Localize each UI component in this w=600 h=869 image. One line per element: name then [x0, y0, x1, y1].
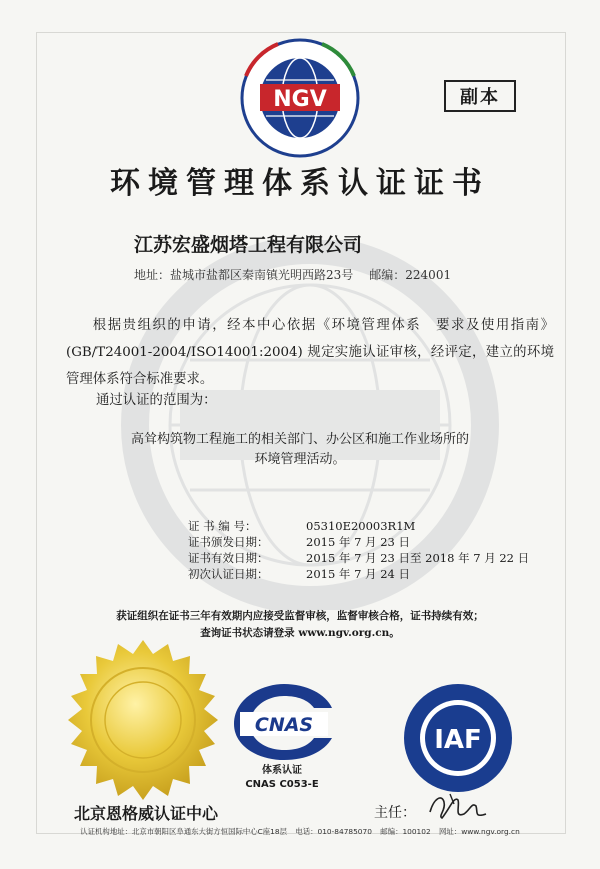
- info-value: 2015 年 7 月 23 日: [306, 535, 410, 549]
- footer-website: 网址：www.ngv.org.cn: [439, 827, 520, 836]
- organization-name: 江苏宏盛烟塔工程有限公司: [134, 234, 363, 256]
- svg-text:NGV: NGV: [273, 87, 327, 112]
- copy-stamp: 副本: [444, 80, 516, 112]
- info-row-number: [188, 518, 529, 534]
- scope-line: 高耸构筑物工程施工的相关部门、办公区和施工作业场所的: [130, 432, 469, 447]
- footer-info: [0, 826, 600, 837]
- cnas-caption-line: CNAS C053-E: [245, 779, 319, 790]
- statement-text: 根据贵组织的申请，经本中心依据《环境管理体系 要求及使用指南》(GB/T24001-2004/ISO14001:2004) 规定实施认证审核，经评定，建立的环境管理体系符合标准要求。: [66, 318, 554, 387]
- info-value: 05310E20003R1M: [306, 519, 416, 533]
- info-label: 证书有效日期：: [188, 551, 269, 565]
- iaf-logo-icon: [402, 682, 514, 794]
- info-row-valid-date: [188, 550, 529, 566]
- cnas-logo-icon: [222, 680, 342, 762]
- info-value: 2015 年 7 月 23 日至 2018 年 7 月 22 日: [306, 551, 530, 565]
- notice-line: 查询证书状态请登录 www.ngv.org.cn。: [200, 627, 400, 639]
- info-label: 初次认证日期：: [188, 567, 269, 581]
- scope-text: [0, 430, 600, 470]
- issuer-name: 北京恩格威认证中心: [74, 804, 219, 823]
- statement-paragraph: [66, 312, 554, 393]
- cnas-caption: [222, 764, 342, 792]
- scope-heading: 通过认证的范围为：: [96, 393, 217, 408]
- certificate-info: [188, 518, 529, 582]
- info-value: 2015 年 7 月 24 日: [306, 567, 410, 581]
- svg-text:CNAS: CNAS: [254, 714, 314, 736]
- organization-address: [134, 266, 451, 283]
- info-row-issue-date: [188, 534, 529, 550]
- certificate-title: 环境管理体系认证证书: [110, 166, 490, 201]
- footer-postcode: 邮编：100102: [380, 827, 431, 836]
- cnas-caption-line: 体系认证: [262, 765, 302, 776]
- footer-address: 认证机构地址：北京市朝阳区阜通东大街方恒国际中心C座18层: [80, 827, 287, 836]
- info-label: 证书颁发日期：: [188, 535, 269, 549]
- ngv-logo-icon: [238, 36, 362, 160]
- info-row-initial-date: [188, 566, 529, 582]
- scope-line: 环境管理活动。: [254, 452, 346, 467]
- postcode-text: 邮编：224001: [369, 268, 452, 282]
- svg-text:IAF: IAF: [434, 725, 482, 755]
- info-label: 证 书 编 号：: [188, 519, 257, 533]
- director-label: 主任：: [374, 805, 416, 821]
- address-text: 地址：盐城市盐都区秦南镇光明西路23号: [134, 268, 354, 282]
- footer-phone: 电话：010-84785070: [295, 827, 372, 836]
- notice-line: 获证组织在证书三年有效期内应接受监督审核，监督审核合格，证书持续有效；: [116, 610, 484, 622]
- gold-seal-icon: [58, 636, 228, 806]
- director-signature-icon: [424, 788, 490, 824]
